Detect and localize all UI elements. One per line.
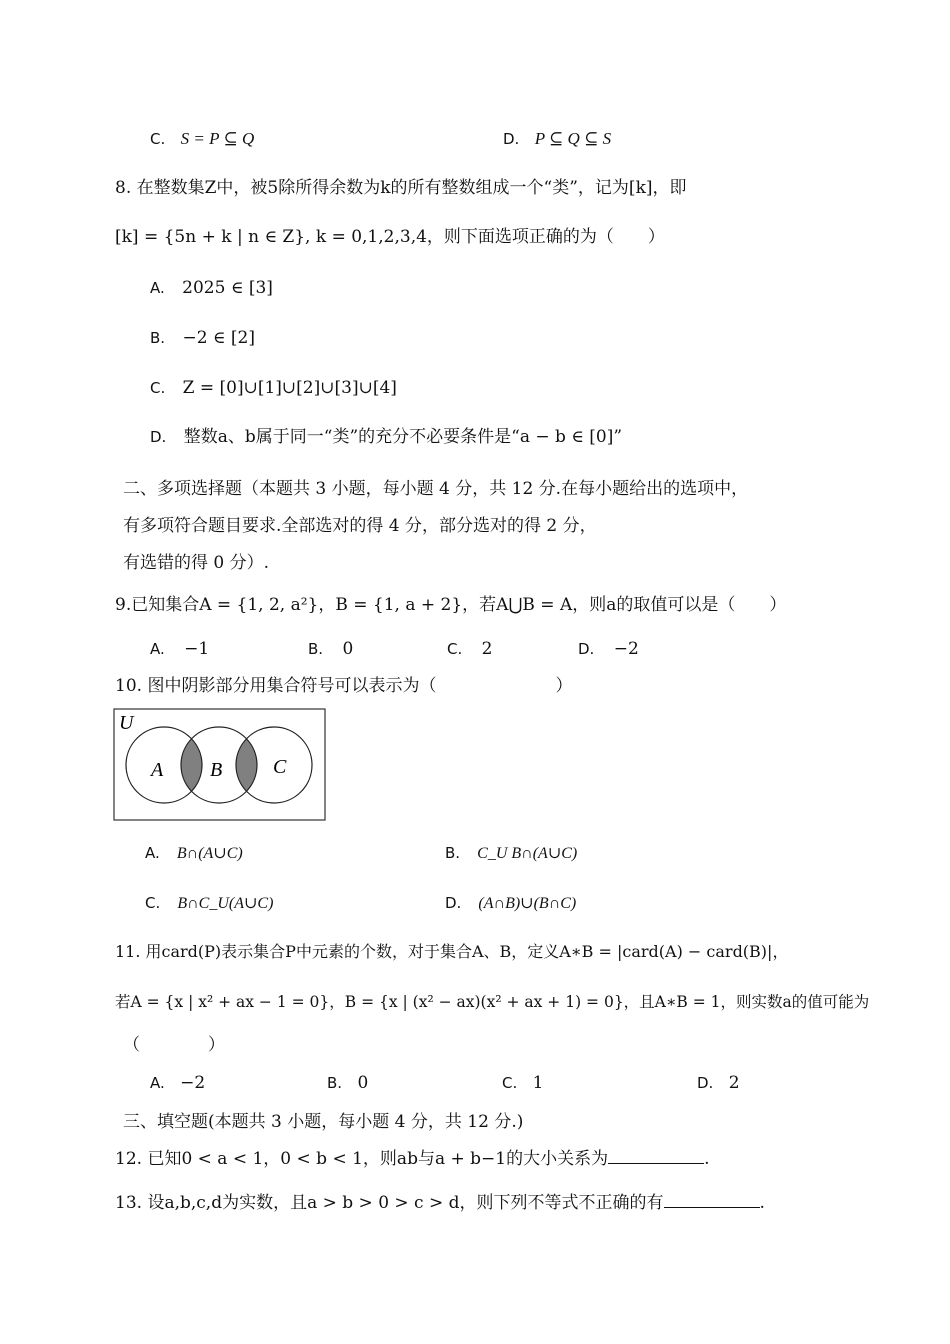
option-label: C.	[145, 894, 161, 912]
q13-text: 13. 设a,b,c,d为实数，且a > b > 0 > c > d，则下列不等式不正确的有	[115, 1193, 664, 1213]
q10-option-a	[145, 842, 243, 865]
q11-option-a	[150, 1072, 205, 1094]
option-label: C.	[150, 130, 166, 148]
option-text: 2	[728, 1073, 740, 1093]
q8-option-d	[150, 426, 622, 448]
option-text: −2	[613, 639, 639, 659]
option-label: B.	[327, 1074, 343, 1092]
option-label: A.	[150, 279, 165, 297]
q8-stem-line1: 8. 在整数集Z中，被5除所得余数为k的所有整数组成一个“类”，记为[k]，即	[115, 178, 687, 198]
q7-option-d	[503, 128, 611, 150]
q8-option-b	[150, 327, 255, 349]
option-label: D.	[697, 1074, 714, 1092]
q12	[115, 1148, 709, 1170]
q11-option-b	[327, 1072, 368, 1094]
option-label: D.	[578, 640, 595, 658]
option-label: D.	[503, 130, 520, 148]
option-text: (A∩B)∪(B∩C)	[478, 895, 577, 912]
universe-label: U	[119, 712, 134, 734]
option-text: 0	[357, 1073, 369, 1093]
option-label: B.	[308, 640, 324, 658]
q12-text: 12. 已知0 < a < 1，0 < b < 1，则ab与a + b−1的大小关系为	[115, 1149, 609, 1169]
set-a-label: A	[151, 759, 164, 781]
q11-option-d	[697, 1072, 740, 1094]
option-text: 1	[532, 1073, 544, 1093]
q11-stem-line3: （ ）	[123, 1035, 225, 1055]
set-c-label: C	[273, 756, 287, 778]
q11-option-c	[502, 1072, 543, 1094]
section2-line3: 有选错的得 0 分）.	[123, 553, 270, 573]
option-label: C.	[502, 1074, 518, 1092]
option-text: 0	[342, 639, 354, 659]
venn-diagram	[113, 708, 327, 822]
answer-blank[interactable]	[664, 1193, 760, 1208]
option-label: D.	[150, 428, 167, 446]
option-text: B∩(A∪C)	[176, 845, 243, 862]
section2-line1: 二、多项选择题（本题共 3 小题，每小题 4 分，共 12 分.在每小题给出的选项中，	[123, 479, 749, 499]
option-text: 2025 ∈ [3]	[182, 278, 273, 298]
option-text: −2 ∈ [2]	[182, 328, 256, 348]
option-label: B.	[150, 329, 166, 347]
option-label: A.	[150, 640, 165, 658]
option-text: −1	[184, 639, 210, 659]
q9-option-a	[150, 638, 209, 660]
q8-option-c	[150, 377, 397, 399]
option-text: S = P ⊆ Q	[180, 129, 255, 148]
q7-option-c	[150, 128, 254, 150]
option-text: 整数a、b属于同一“类”的充分不必要条件是“a − b ∈ [0]”	[183, 427, 623, 447]
q13	[115, 1192, 765, 1214]
option-text: C_U B∩(A∪C)	[477, 845, 578, 862]
section3-heading: 三、填空题(本题共 3 小题，每小题 4 分，共 12 分.)	[123, 1112, 524, 1132]
q11-stem-line1: 11. 用card(P)表示集合P中元素的个数，对于集合A、B，定义A∗B = |card(A) − card(B)|，	[115, 942, 789, 961]
q8-option-a	[150, 277, 273, 299]
q10-option-c	[145, 892, 273, 915]
option-label: B.	[445, 844, 461, 862]
q9-option-b	[308, 638, 353, 660]
q8-stem-line2: [k] = {5n + k | n ∈ Z}, k = 0,1,2,3,4，则下面选项正确的为（ ）	[115, 227, 665, 247]
option-label: D.	[445, 894, 462, 912]
set-b-label: B	[210, 759, 223, 781]
option-label: C.	[150, 379, 166, 397]
q11-stem-line2: 若A = {x | x² + ax − 1 = 0}，B = {x | (x² − ax)(x² + ax + 1) = 0}，且A∗B = 1，则实数a的值可能为	[115, 993, 870, 1011]
option-label: A.	[145, 844, 160, 862]
option-text: P ⊆ Q ⊆ S	[534, 129, 612, 148]
q9-option-d	[578, 638, 639, 660]
option-text: −2	[180, 1073, 206, 1093]
option-label: A.	[150, 1074, 165, 1092]
option-label: C.	[447, 640, 463, 658]
answer-blank[interactable]	[608, 1149, 704, 1164]
option-text: 2	[481, 639, 493, 659]
q10-option-b	[445, 842, 577, 865]
q9-stem: 9.已知集合A = {1, 2, a²}，B = {1, a + 2}，若A⋃B = A，则a的取值可以是（ ）	[115, 595, 787, 615]
q9-option-c	[447, 638, 492, 660]
q13-end: .	[759, 1193, 765, 1213]
section2-line2: 有多项符合题目要求.全部选对的得 4 分，部分选对的得 2 分，	[123, 516, 597, 536]
option-text: B∩C_U(A∪C)	[177, 895, 274, 912]
q10-option-d	[445, 892, 576, 915]
q12-end: .	[704, 1149, 710, 1169]
q10-stem: 10. 图中阴影部分用集合符号可以表示为（ ）	[115, 676, 573, 696]
option-text: Z = [0]∪[1]∪[2]∪[3]∪[4]	[182, 378, 397, 398]
